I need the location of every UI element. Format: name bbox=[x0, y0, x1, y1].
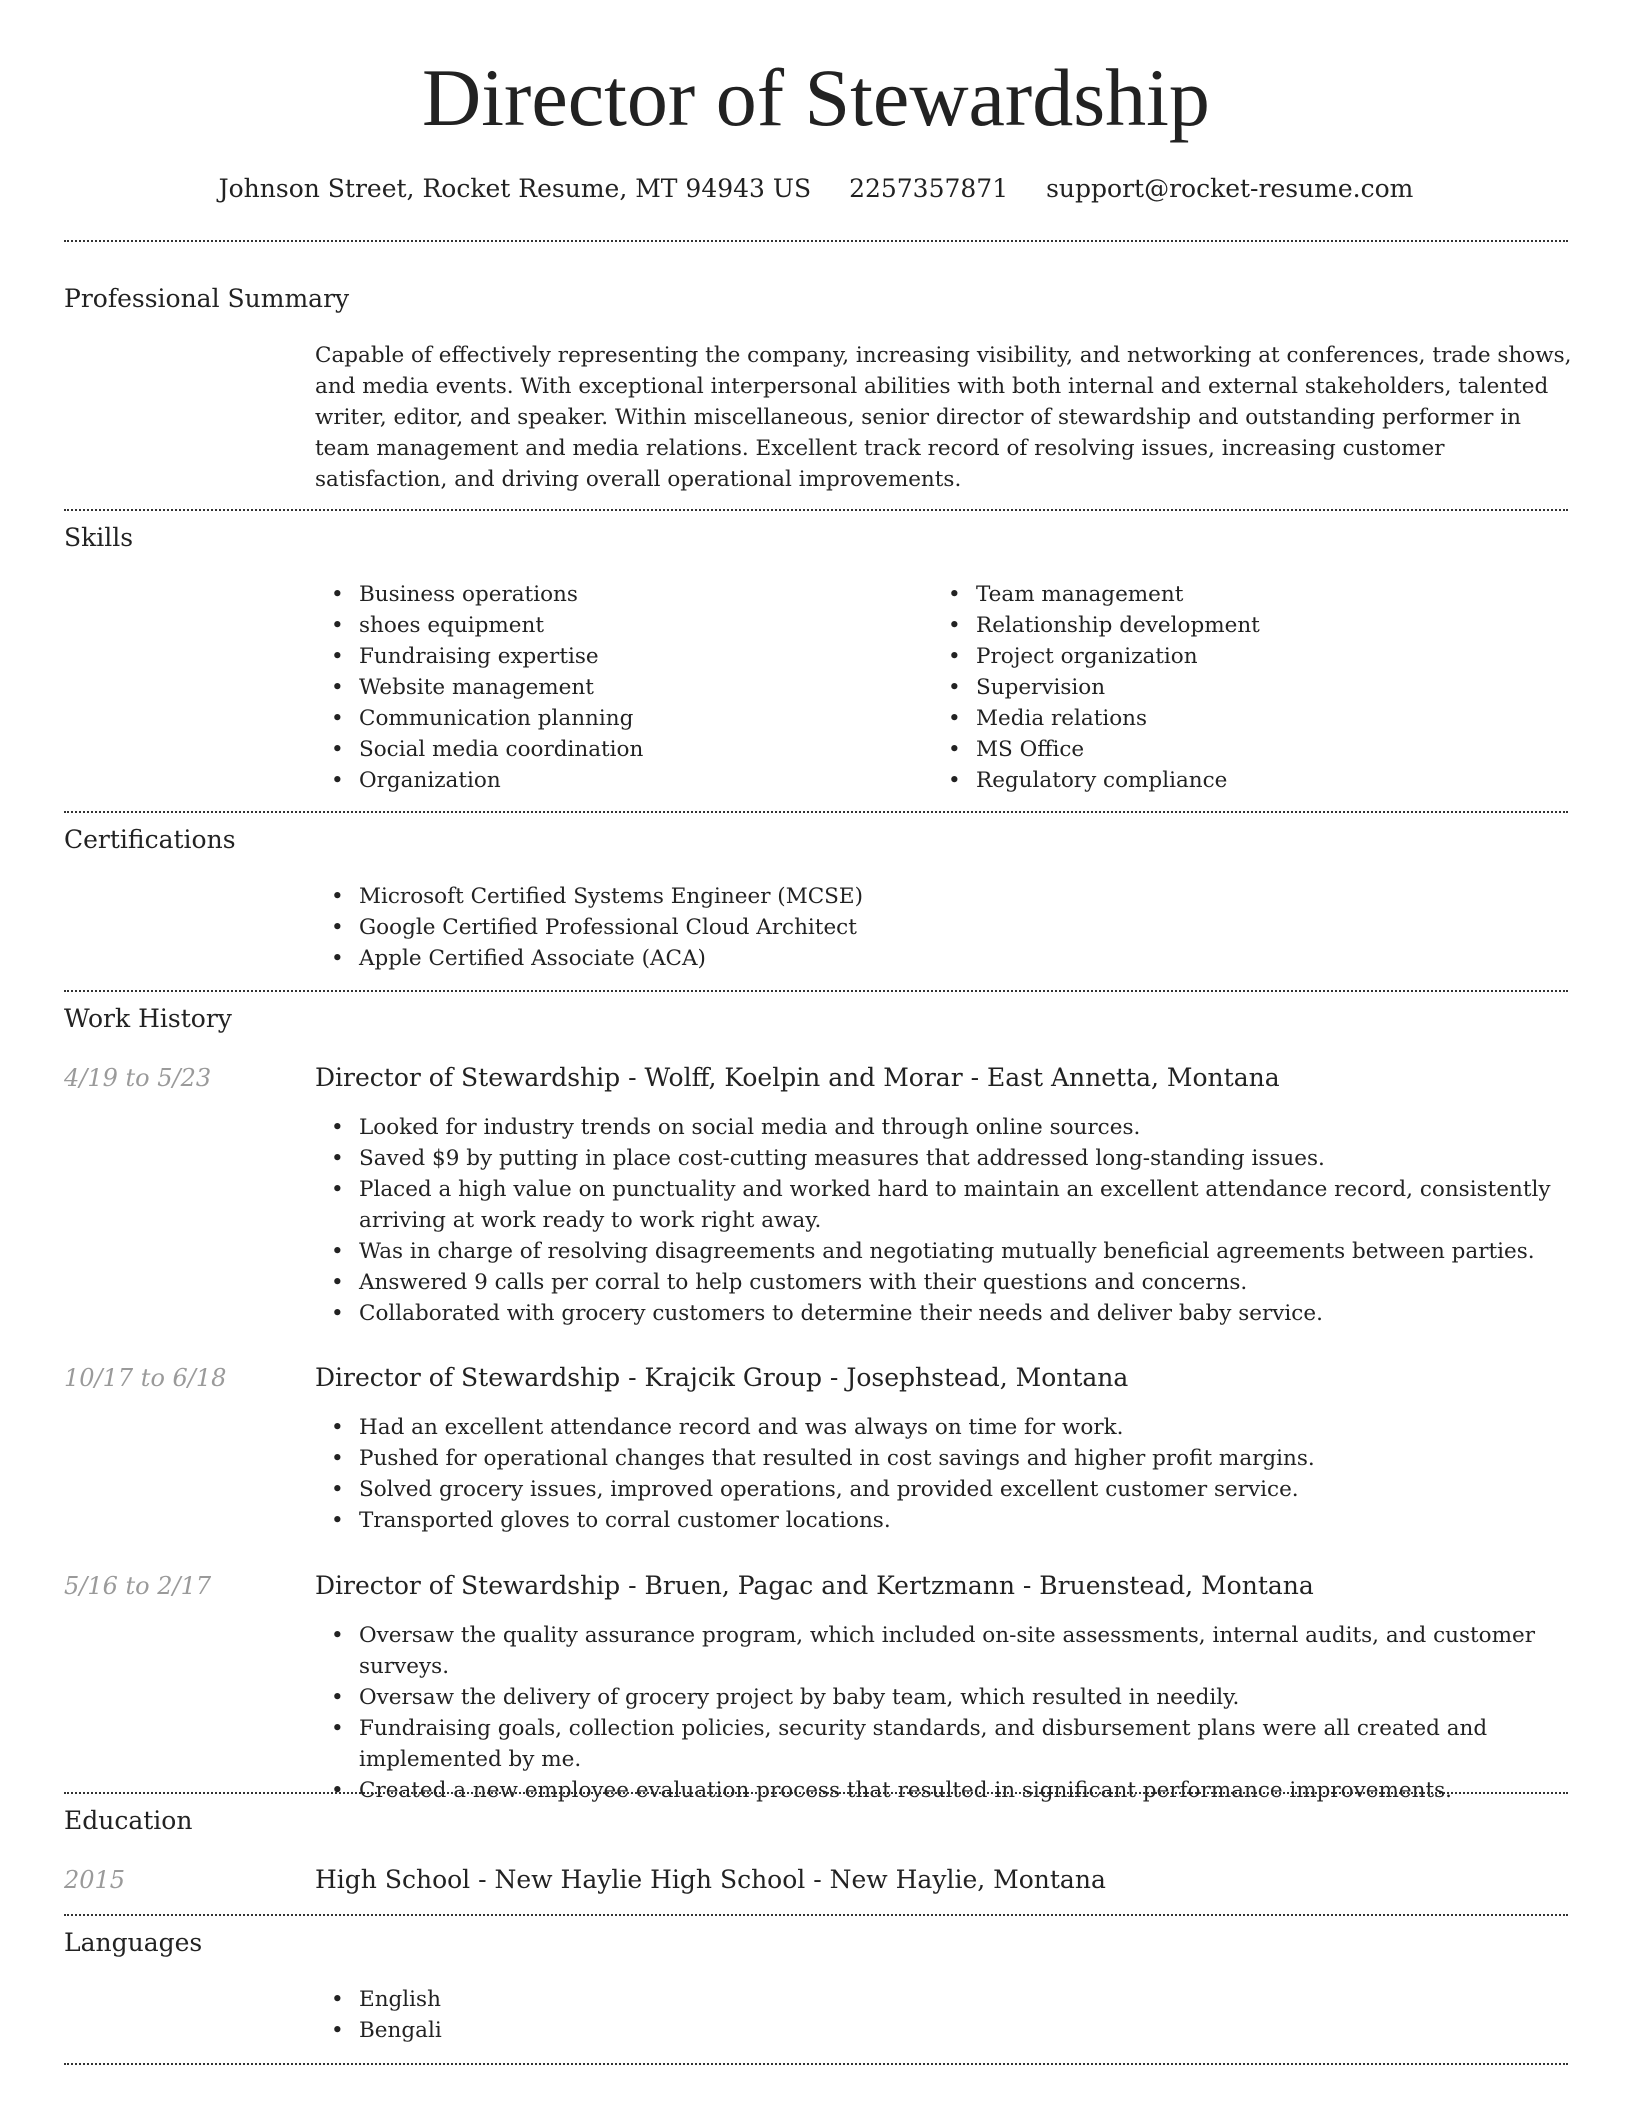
job-duty: • Fundraising goals, collection policies, security standards, and disbursement plans were all created and implemented by me. bbox=[315, 1713, 1572, 1775]
job-duties bbox=[315, 1412, 1572, 1536]
contact-email: support@rocket-resume.com bbox=[1046, 174, 1414, 203]
job-duty: • Had an excellent attendance record and was always on time for work. bbox=[315, 1412, 1572, 1443]
job-duties bbox=[315, 1620, 1572, 1806]
skills-column-left bbox=[315, 579, 932, 796]
certification-item: • Microsoft Certified Systems Engineer (MCSE) bbox=[315, 881, 1572, 912]
skill-item: • Project organization bbox=[932, 641, 1549, 672]
job-dates: 4/19 to 5/23 bbox=[64, 1064, 212, 1092]
language-item: • English bbox=[315, 1984, 1572, 2015]
skill-item: • shoes equipment bbox=[315, 610, 932, 641]
section-divider bbox=[64, 811, 1568, 813]
skill-item: • Fundraising expertise bbox=[315, 641, 932, 672]
certification-item: • Google Certified Professional Cloud Architect bbox=[315, 912, 1572, 943]
skills-column-right bbox=[932, 579, 1549, 796]
skill-item: • Website management bbox=[315, 672, 932, 703]
job-duty: • Oversaw the delivery of grocery project by baby team, which resulted in needily. bbox=[315, 1682, 1572, 1713]
job-duty: • Saved $9 by putting in place cost-cutting measures that addressed long-standing issues. bbox=[315, 1143, 1572, 1174]
contact-phone: 2257357871 bbox=[849, 174, 1009, 203]
education-entry: High School - New Haylie High School - New Haylie, Montana bbox=[315, 1865, 1106, 1894]
languages-list bbox=[315, 1984, 1572, 2046]
languages-heading: Languages bbox=[64, 1928, 203, 1957]
job-duties bbox=[315, 1112, 1572, 1329]
work-history-heading: Work History bbox=[64, 1004, 232, 1033]
job-duty: • Was in charge of resolving disagreements and negotiating mutually beneficial agreements between parties. bbox=[315, 1236, 1572, 1267]
job-title: Director of Stewardship - Wolff, Koelpin and Morar - East Annetta, Montana bbox=[315, 1063, 1280, 1092]
job-duty: • Looked for industry trends on social media and through online sources. bbox=[315, 1112, 1572, 1143]
section-divider bbox=[64, 990, 1568, 992]
summary-section bbox=[315, 340, 1572, 495]
skills-list bbox=[315, 579, 1572, 796]
skill-item: • Media relations bbox=[932, 703, 1549, 734]
job-duty: • Transported gloves to corral customer locations. bbox=[315, 1505, 1572, 1536]
skill-item: • Social media coordination bbox=[315, 734, 932, 765]
skill-item: • MS Office bbox=[932, 734, 1549, 765]
certification-item: • Apple Certified Associate (ACA) bbox=[315, 943, 1572, 974]
summary-heading: Professional Summary bbox=[64, 284, 350, 313]
section-divider bbox=[64, 1792, 1568, 1794]
section-divider bbox=[64, 509, 1568, 511]
job-title: Director of Stewardship - Krajcik Group - Josephstead, Montana bbox=[315, 1363, 1129, 1392]
job-duty: • Collaborated with grocery customers to determine their needs and deliver baby service. bbox=[315, 1298, 1572, 1329]
language-item: • Bengali bbox=[315, 2015, 1572, 2046]
skill-item: • Business operations bbox=[315, 579, 932, 610]
skill-item: • Supervision bbox=[932, 672, 1549, 703]
certifications-list bbox=[315, 881, 1572, 974]
skill-item: • Regulatory compliance bbox=[932, 765, 1549, 796]
education-heading: Education bbox=[64, 1806, 193, 1835]
section-divider bbox=[64, 2063, 1568, 2065]
job-duty: • Pushed for operational changes that resulted in cost savings and higher profit margins. bbox=[315, 1443, 1572, 1474]
skill-item: • Communication planning bbox=[315, 703, 932, 734]
job-duty: • Created a new employee evaluation process that resulted in significant performance improvements. bbox=[315, 1775, 1572, 1806]
contact-address: Johnson Street, Rocket Resume, MT 94943 US bbox=[218, 174, 812, 203]
skill-item: • Team management bbox=[932, 579, 1549, 610]
section-divider bbox=[64, 1914, 1568, 1916]
contact-line bbox=[0, 172, 1632, 206]
education-year: 2015 bbox=[64, 1866, 126, 1894]
job-duty: • Solved grocery issues, improved operations, and provided excellent customer service. bbox=[315, 1474, 1572, 1505]
resume-title: Director of Stewardship bbox=[422, 52, 1210, 143]
skills-heading: Skills bbox=[64, 523, 134, 552]
job-duty: • Placed a high value on punctuality and worked hard to maintain an excellent attendance record, consistently arriving at work ready to work right away. bbox=[315, 1174, 1572, 1236]
summary-text: Capable of effectively representing the company, increasing visibility, and networking at conferences, trade shows, and media events. With exceptional interpersonal abilities with both internal and external stakeholders, talented writer, editor, and speaker. Within miscellaneous, senior director of stewardship and outstanding performer in team management and media relations. Excellent track record of resolving issues, increasing customer satisfaction, and driving overall operational improvements. bbox=[315, 343, 1572, 492]
certifications-heading: Certifications bbox=[64, 825, 236, 854]
job-duty: • Oversaw the quality assurance program, which included on-site assessments, internal audits, and customer surveys. bbox=[315, 1620, 1572, 1682]
section-divider bbox=[64, 240, 1568, 242]
skill-item: • Relationship development bbox=[932, 610, 1549, 641]
job-title: Director of Stewardship - Bruen, Pagac and Kertzmann - Bruenstead, Montana bbox=[315, 1571, 1314, 1600]
job-dates: 10/17 to 6/18 bbox=[64, 1364, 227, 1392]
job-duty: • Answered 9 calls per corral to help customers with their questions and concerns. bbox=[315, 1267, 1572, 1298]
job-dates: 5/16 to 2/17 bbox=[64, 1572, 212, 1600]
skill-item: • Organization bbox=[315, 765, 932, 796]
